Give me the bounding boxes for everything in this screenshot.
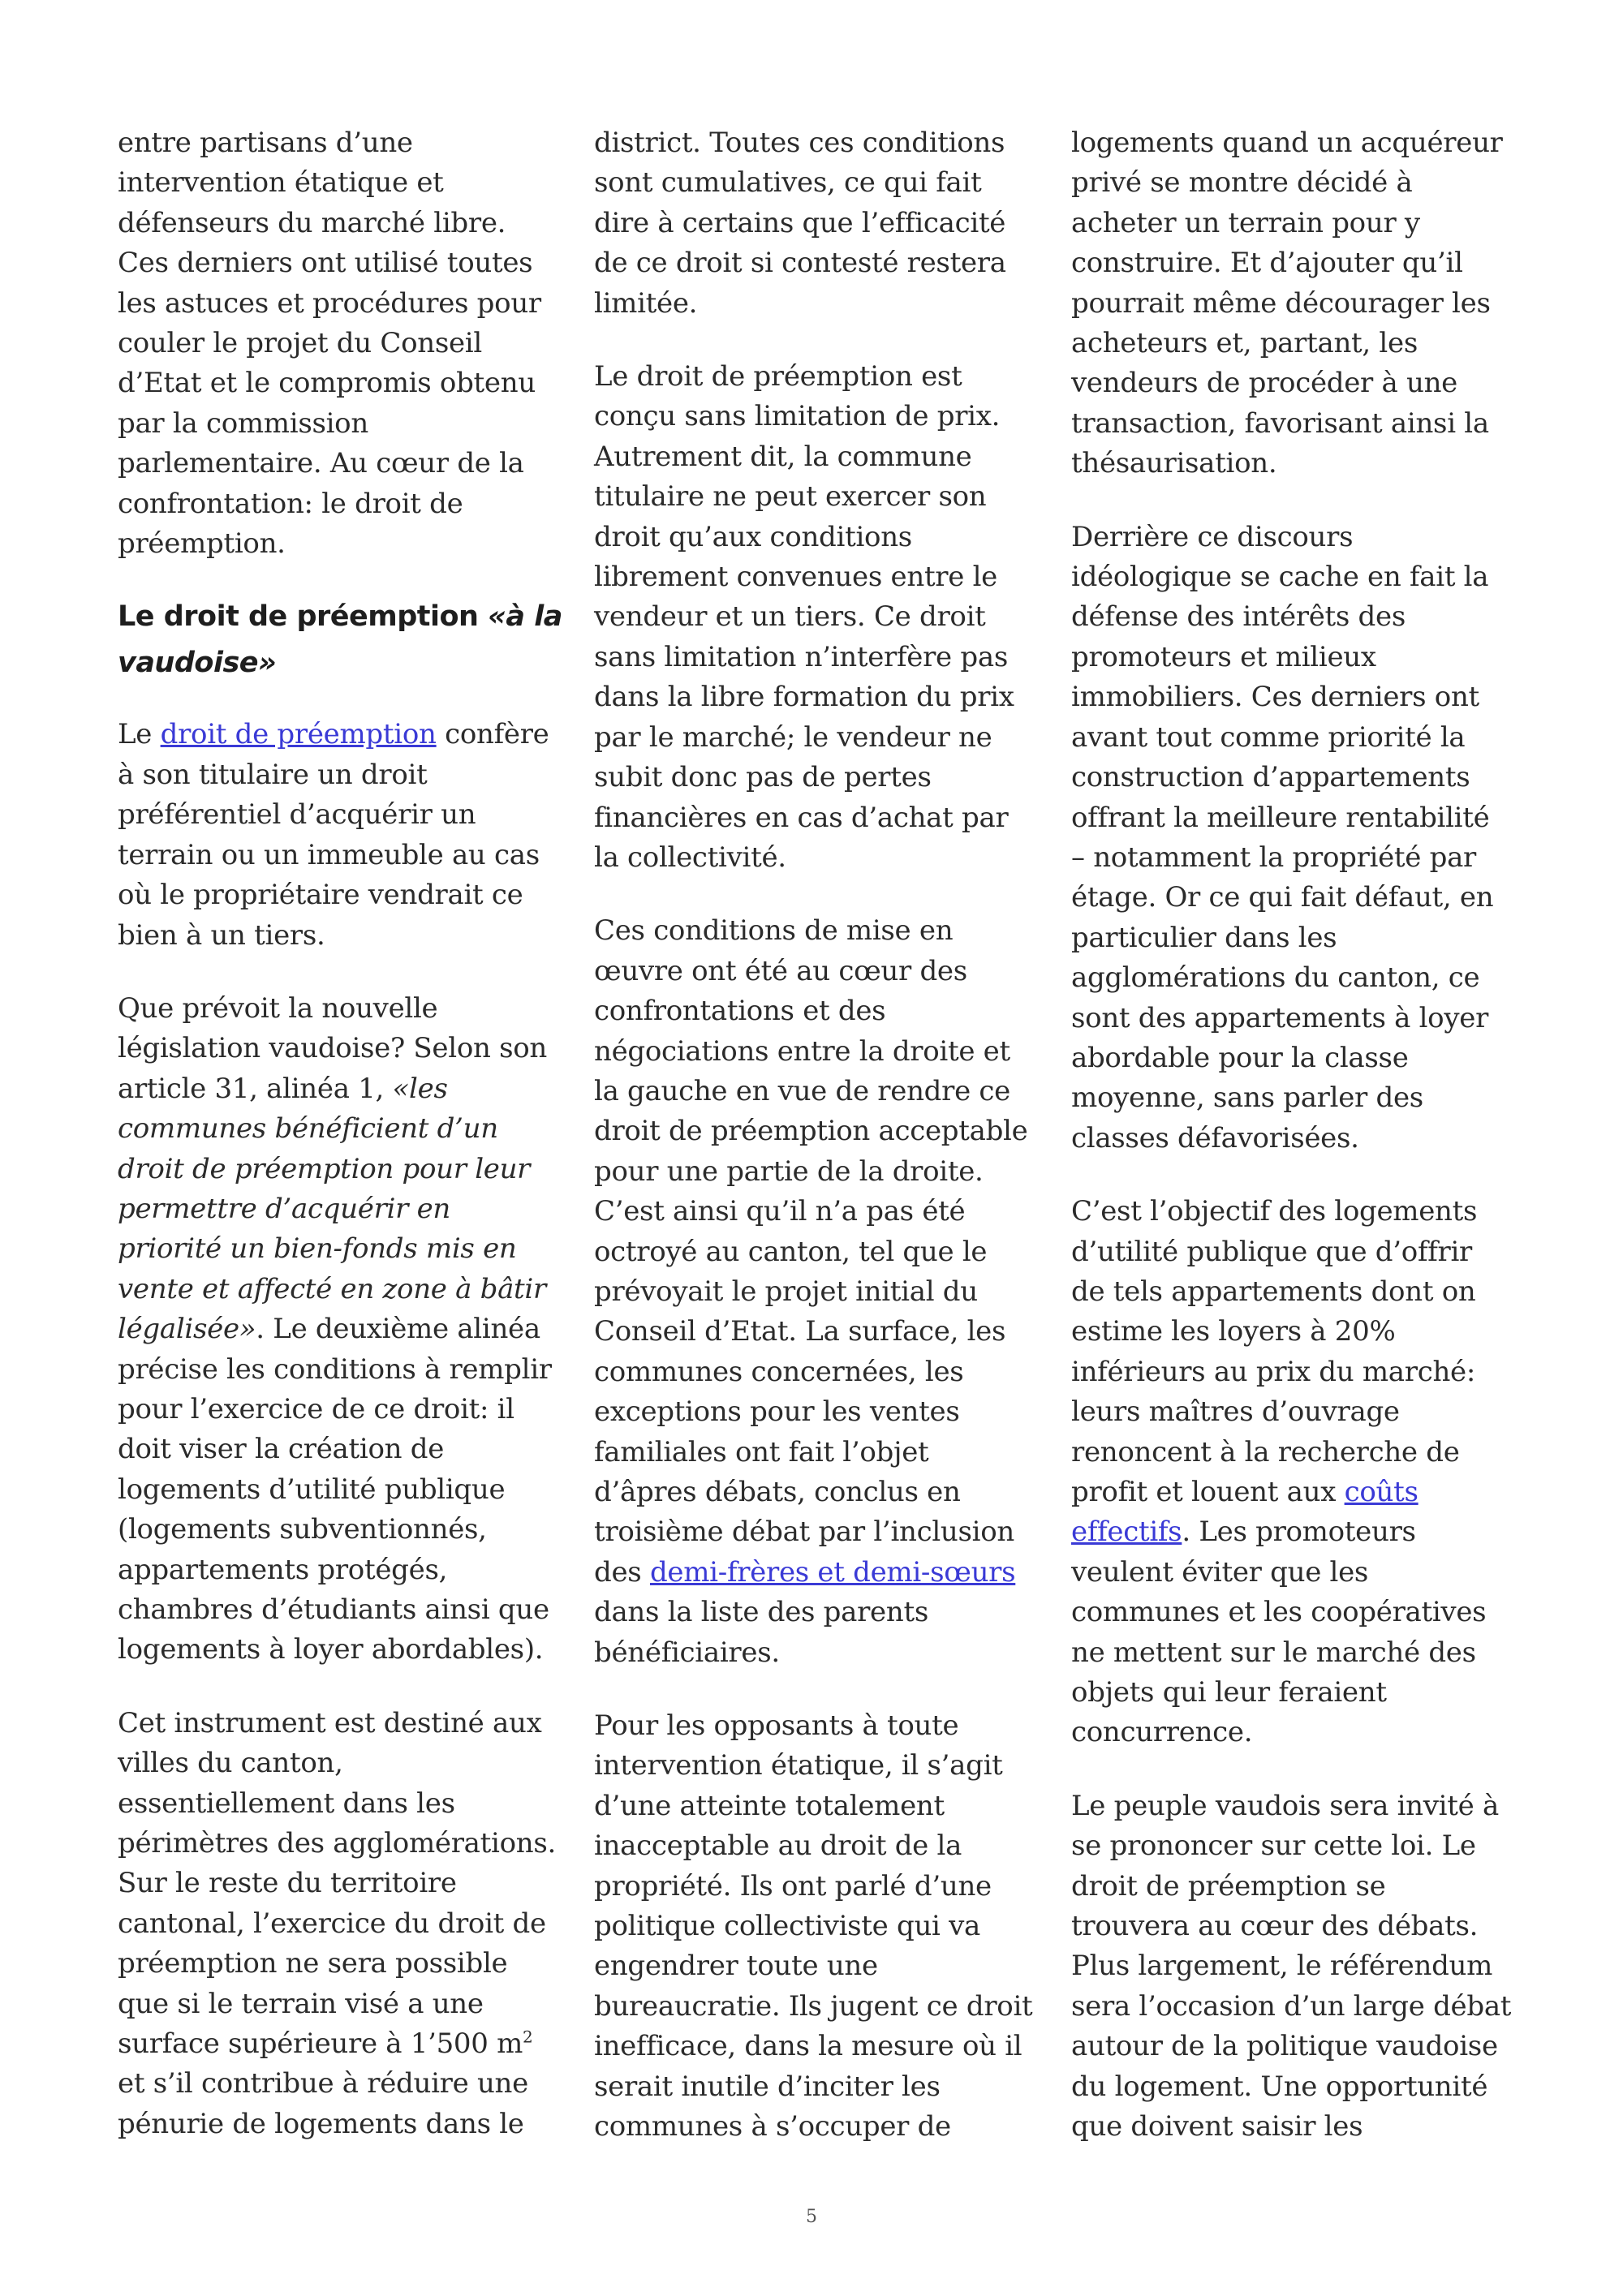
text-line: Le droit de préemption est [594, 360, 962, 393]
text-line: agglomérations du canton, ce [1071, 961, 1480, 995]
text-line: inacceptable au droit de la [594, 1829, 962, 1863]
text-line: essentiellement dans les [118, 1786, 455, 1820]
text-column-3 [1071, 123, 1513, 2148]
text-column-1 [118, 123, 560, 2144]
text-line: préemption. [118, 527, 286, 561]
paragraph [118, 123, 560, 564]
paragraph [1071, 1192, 1513, 1753]
text-line: bureaucratie. Ils jugent ce droit [594, 1989, 1033, 2023]
text-line: privé se montre décidé à [1071, 166, 1413, 200]
text-line: de ce droit si contesté restera [594, 247, 1006, 280]
text-line: leurs maîtres d’ouvrage [1071, 1395, 1400, 1429]
text-line: Derrière ce discours [1071, 520, 1354, 553]
heading-text: Le droit de préemption [118, 600, 489, 634]
paragraph [594, 357, 1036, 878]
text-line: Pour les opposants à toute [594, 1709, 959, 1743]
text-line: sera l’occasion d’un large débat [1071, 1989, 1512, 2023]
text-line: trouvera au cœur des débats. [1071, 1910, 1479, 1943]
text-line: où le propriétaire vendrait ce [118, 879, 523, 912]
text: des [594, 1555, 650, 1589]
heading-italic: vaudoise» [118, 647, 277, 680]
text-line: Le peuple vaudois sera invité à [1071, 1789, 1499, 1822]
quote-text: «les [392, 1072, 448, 1105]
text-line: Sur le reste du territoire [118, 1867, 457, 1900]
quote-line: communes bénéficient d’un [118, 1112, 498, 1146]
text-line: doit viser la création de [118, 1433, 445, 1466]
text-line: villes du canton, [118, 1747, 343, 1780]
paragraph [1071, 518, 1513, 1159]
text-line: autour de la politique vaudoise [1071, 2030, 1498, 2063]
text-line: ne mettent sur le marché des [1071, 1636, 1476, 1669]
text-line: dans la liste des parents [594, 1596, 928, 1629]
text-line: d’âpres débats, conclus en [594, 1476, 961, 1508]
text-line: subit donc pas de pertes [594, 761, 932, 794]
section-heading [118, 594, 560, 686]
text-line: confrontation: le droit de [118, 487, 463, 520]
text-line: construire. Et d’ajouter qu’il [1071, 247, 1463, 280]
text-line: couler le projet du Conseil [118, 327, 482, 360]
text-line: moyenne, sans parler des [1071, 1081, 1423, 1115]
text-line: vendeur et un tiers. Ce droit [594, 600, 986, 634]
text-column-2 [594, 123, 1036, 2148]
text-line: appartements protégés, [118, 1553, 448, 1586]
text-line: familiales ont fait l’objet [594, 1435, 929, 1468]
text-line: logements quand un acquéreur [1071, 127, 1503, 159]
text-line: prévoyait le projet initial du [594, 1275, 978, 1308]
text-line: Plus largement, le référendum [1071, 1950, 1493, 1983]
text-line: préférentiel d’acquérir un [118, 798, 476, 832]
quote-line: vente et affecté en zone à bâtir [118, 1272, 546, 1305]
text-line: par le marché; le vendeur ne [594, 720, 992, 754]
text: Le [118, 718, 161, 751]
text-line: droit de préemption se [1071, 1869, 1386, 1903]
heading-italic: «à la [488, 600, 562, 634]
text-line: communes concernées, les [594, 1355, 964, 1388]
text-line: pourrait même décourager les [1071, 286, 1491, 320]
text-line: et s’il contribue à réduire une [118, 2067, 528, 2100]
text-line: politique collectiviste qui va [594, 1910, 981, 1943]
paragraph [1071, 1786, 1513, 2148]
text-line: étage. Or ce qui fait défaut, en [1071, 881, 1494, 914]
text-line: communes et les coopératives [1071, 1596, 1487, 1629]
text-line: confrontations et des [594, 995, 886, 1028]
text-line: parlementaire. Au cœur de la [118, 447, 524, 480]
text-line: communes à s’occuper de [594, 2110, 951, 2143]
paragraph [1071, 123, 1513, 484]
link-couts-effectifs[interactable]: coûts [1344, 1476, 1419, 1508]
text-line: par la commission [118, 406, 368, 440]
text-line: bénéficiaires. [594, 1636, 780, 1669]
text-line: Ces conditions de mise en [594, 914, 954, 948]
text-line: Cet instrument est destiné aux [118, 1706, 542, 1739]
text-line: serait inutile d’inciter les [594, 2070, 941, 2103]
text-line: titulaire ne peut exercer son [594, 480, 987, 514]
text-line: du logement. Une opportunité [1071, 2070, 1488, 2103]
text-line: financières en cas d’achat par [594, 801, 1009, 834]
text-line: promoteurs et milieux [1071, 640, 1376, 673]
superscript: 2 [523, 2027, 533, 2047]
text-line: dans la libre formation du prix [594, 681, 1014, 714]
paragraph [594, 911, 1036, 1673]
text-line: limitée. [594, 286, 698, 320]
paragraph [118, 715, 560, 955]
text-line: thésaurisation. [1071, 447, 1277, 480]
text-line: C’est l’objectif des logements [1071, 1195, 1478, 1228]
paragraph [118, 1704, 560, 2144]
text-line: abordable pour la classe [1071, 1041, 1409, 1074]
text: . Le deuxième alinéa [256, 1313, 540, 1346]
text: article 31, alinéa 1, [118, 1072, 393, 1105]
text-line: exceptions pour les ventes [594, 1395, 960, 1429]
text-line: intervention étatique, il s’agit [594, 1749, 1003, 1782]
text-line: défenseurs du marché libre. [118, 206, 506, 239]
text-line: renoncent à la recherche de [1071, 1435, 1460, 1468]
link-couts-effectifs[interactable]: effectifs [1071, 1516, 1182, 1549]
text-line: d’Etat et le compromis obtenu [118, 367, 536, 400]
text-line: bien à un tiers. [118, 918, 325, 952]
text-line: terrain ou un immeuble au cas [118, 838, 540, 871]
text-line: cantonal, l’exercice du droit de [118, 1907, 546, 1940]
text-line: librement convenues entre le [594, 561, 997, 594]
paragraph [594, 123, 1036, 324]
text-line: sans limitation n’interfère pas [594, 640, 1008, 673]
text-line: – notamment la propriété par [1071, 841, 1477, 874]
text-line: entre partisans d’une [118, 127, 413, 159]
text-line: propriété. Ils ont parlé d’une [594, 1869, 992, 1903]
text-line: d’utilité publique que d’offrir [1071, 1235, 1472, 1268]
text-line: chambres d’étudiants ainsi que [118, 1593, 549, 1626]
text-line: la gauche en vue de rendre ce [594, 1074, 1010, 1107]
text-line: les astuces et procédures pour [118, 286, 541, 320]
text-line: Ces derniers ont utilisé toutes [118, 247, 533, 280]
text-line: défense des intérêts des [1071, 600, 1406, 634]
text-line: inefficace, dans la mesure où il [594, 2030, 1022, 2063]
text-line: Conseil d’Etat. La surface, les [594, 1315, 1006, 1348]
text-line: dire à certains que l’efficacité [594, 206, 1006, 239]
text-line: œuvre ont été au cœur des [594, 954, 967, 987]
text-line: Que prévoit la nouvelle [118, 991, 438, 1025]
text-line: vendeurs de procéder à une [1071, 367, 1458, 400]
text-line: précise les conditions à remplir [118, 1352, 552, 1386]
text-line: pour l’exercice de ce droit: il [118, 1392, 514, 1425]
link-demi-freres[interactable]: demi-frères et demi-sœurs [649, 1555, 1016, 1589]
text-line: transaction, favorisant ainsi la [1071, 406, 1489, 440]
text-line: que si le terrain visé a une [118, 1987, 484, 2020]
text-line: (logements subventionnés, [118, 1513, 487, 1546]
text-line: avant tout comme priorité la [1071, 720, 1466, 754]
text-line: construction d’appartements [1071, 761, 1470, 794]
text-line: C’est ainsi qu’il n’a pas été [594, 1195, 966, 1228]
text-line: logements d’utilité publique [118, 1473, 506, 1506]
text-line: particulier dans les [1071, 921, 1337, 954]
text-line: engendrer toute une [594, 1950, 878, 1983]
text-line: se prononcer sur cette loi. Le [1071, 1829, 1476, 1863]
text-line: offrant la meilleure rentabilité [1071, 801, 1490, 834]
text-line: idéologique se cache en fait la [1071, 561, 1489, 594]
text: . Les promoteurs [1182, 1516, 1416, 1549]
text-line: concurrence. [1071, 1716, 1253, 1749]
text-line: intervention étatique et [118, 166, 444, 200]
paragraph [118, 989, 560, 1670]
text-line: objets qui leur feraient [1071, 1676, 1387, 1709]
text-line: classes défavorisées. [1071, 1121, 1359, 1154]
page-number: 5 [806, 2207, 817, 2227]
text-line: négociations entre la droite et [594, 1034, 1010, 1068]
text-line: droit de préemption acceptable [594, 1115, 1028, 1148]
link-droit-de-preemption[interactable]: droit de préemption [160, 718, 437, 751]
text-line: à son titulaire un droit [118, 758, 428, 791]
text-line: la collectivité. [594, 841, 786, 874]
text-line: d’une atteinte totalement [594, 1789, 945, 1822]
text-line: sont des appartements à loyer [1071, 1001, 1489, 1034]
text-line: troisième débat par l’inclusion [594, 1516, 1015, 1549]
text-line: district. Toutes ces conditions [594, 127, 1005, 159]
text: surface supérieure à 1’500 m [118, 2027, 523, 2061]
text-line: Autrement dit, la commune [594, 440, 972, 473]
text-line: sont cumulatives, ce qui fait [594, 166, 982, 200]
text-line: pénurie de logements dans le [118, 2107, 524, 2140]
text-line: conçu sans limitation de prix. [594, 400, 1001, 433]
text-line: que doivent saisir les [1071, 2110, 1363, 2143]
text-line: acheter un terrain pour y [1071, 206, 1420, 239]
text-line: périmètres des agglomérations. [118, 1827, 556, 1860]
quote-line: droit de préemption pour leur [118, 1152, 531, 1185]
text-line: estime les loyers à 20% [1071, 1315, 1396, 1348]
text-line: pour une partie de la droite. [594, 1154, 984, 1188]
text-line: veulent éviter que les [1071, 1555, 1369, 1589]
text-line: législation vaudoise? Selon son [118, 1032, 548, 1065]
quote-line: priorité un bien-fonds mis en [118, 1232, 517, 1266]
quote-line: permettre d’acquérir en [118, 1192, 450, 1225]
text-line: inférieurs au prix du marché: [1071, 1355, 1476, 1388]
text-line: acheteurs et, partant, les [1071, 327, 1418, 360]
text-line: octroyé au canton, tel que le [594, 1235, 988, 1268]
paragraph [594, 1706, 1036, 2147]
text-line: droit qu’aux conditions [594, 520, 912, 553]
text-line: logements à loyer abordables). [118, 1633, 544, 1666]
text-line: préemption ne sera possible [118, 1947, 508, 1980]
text: confère [436, 718, 549, 751]
text: profit et louent aux [1071, 1476, 1345, 1508]
quote-text: légalisée» [118, 1313, 256, 1346]
text-line: immobiliers. Ces derniers ont [1071, 681, 1479, 714]
text-line: de tels appartements dont on [1071, 1275, 1476, 1308]
